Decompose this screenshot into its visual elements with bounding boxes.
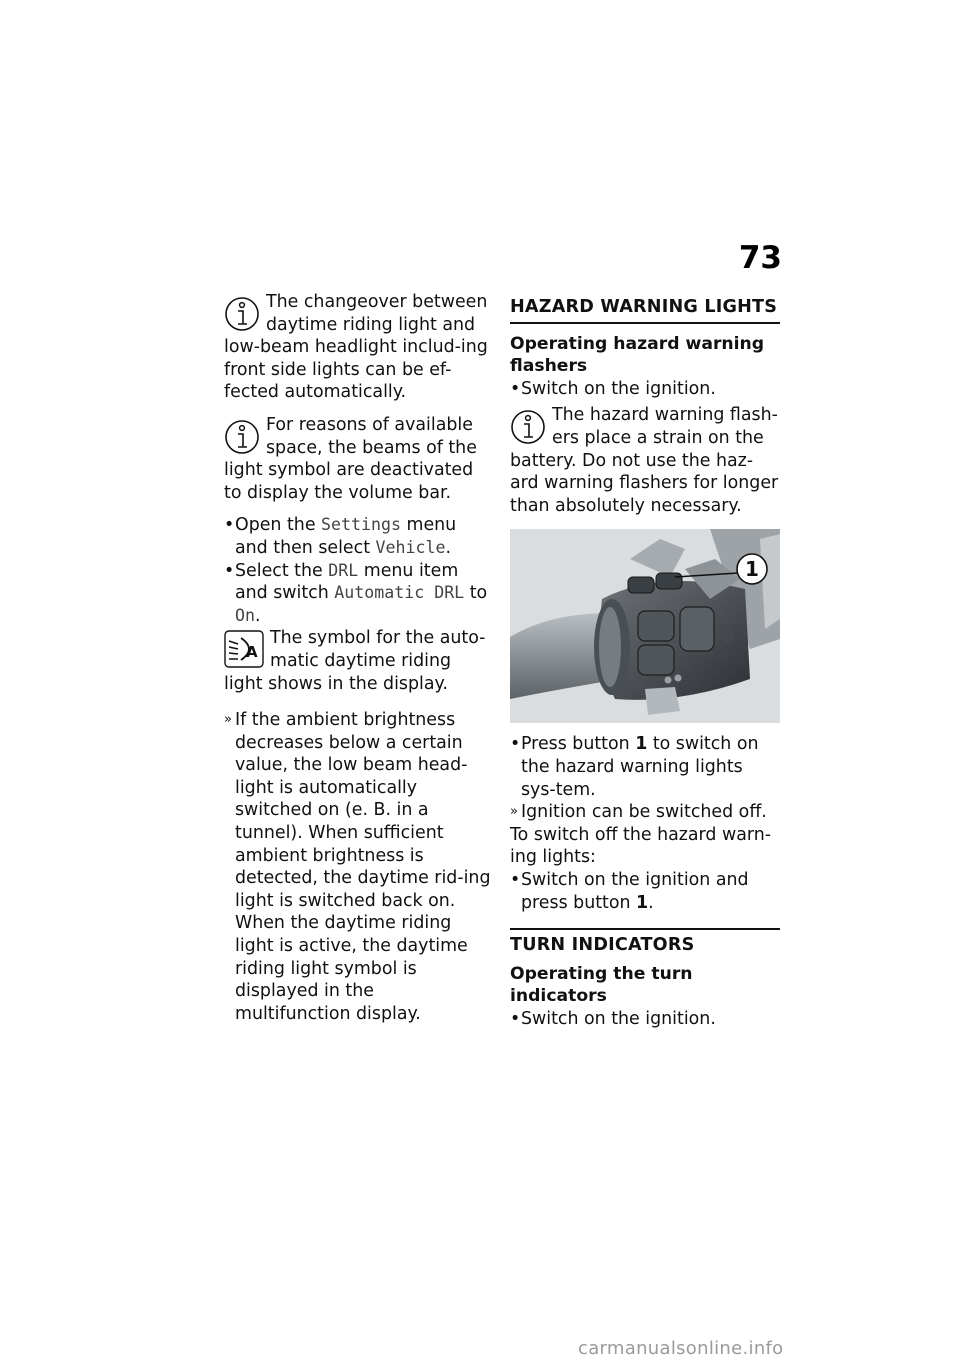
drl-note-text: The symbol for the auto-matic daytime riding light shows in the display. xyxy=(224,628,486,694)
info-note-battery xyxy=(510,404,780,517)
handlebar-illustration xyxy=(510,529,780,723)
subheading-operating-turn: Operating the turn indicators xyxy=(510,963,693,1007)
result-mark: » xyxy=(224,712,232,728)
code-vehicle: Vehicle xyxy=(375,537,446,557)
step-open-settings: • Open the Settings menu and then select Vehicle. xyxy=(224,515,457,558)
result-ambient-brightness xyxy=(224,709,492,1025)
step-press-button: • Press button 1 to switch on the hazard warning lights sys-tem. xyxy=(510,734,759,800)
auto-drl-icon xyxy=(224,629,264,669)
info-note-space xyxy=(224,414,492,504)
step-switch-on-press: • Switch on the ignition and press button 1. xyxy=(510,869,749,913)
handlebar-switch-figure xyxy=(510,529,780,723)
code-settings: Settings xyxy=(321,515,401,535)
section-heading-hazard: HAZARD WARNING LIGHTS xyxy=(510,296,780,324)
info-icon xyxy=(224,294,260,334)
note-text: The changeover between daytime riding light and low-beam headlight includ-ing front side lights can be ef-fected automatically. xyxy=(224,292,488,403)
result-mark: » xyxy=(510,804,518,820)
page-number: 73 xyxy=(738,240,782,276)
info-icon xyxy=(510,407,546,447)
code-on: On xyxy=(235,605,255,625)
info-note-changeover xyxy=(224,291,492,404)
bullet-mark: • xyxy=(510,734,521,755)
bullet-mark: • xyxy=(510,869,521,890)
drl-symbol-note xyxy=(224,627,492,695)
step-switch-ignition: • Switch on the ignition. xyxy=(510,378,716,399)
note-text: For reasons of available space, the beams of the light symbol are deactivated to display the volume bar. xyxy=(224,414,477,503)
bullet-mark: • xyxy=(224,560,235,581)
result-ignition-off: » Ignition can be switched off. xyxy=(510,802,767,823)
left-column xyxy=(224,291,492,1025)
subheading-operating-hazard: Operating hazard warning flashers xyxy=(510,333,765,377)
switch-off-text: To switch off the hazard warn-ing lights: xyxy=(510,824,771,868)
code-drl: DRL xyxy=(328,560,359,580)
result-text: If the ambient brightness decreases below a certain value, the low beam head-light is automatically switched on (e. B. in a tunnel). When sufficient ambient brightness is detected, the daytime rid-ing light is switched back on. When the daytime riding light is active, the daytime riding light symbol is displayed in the multifunction display. xyxy=(235,710,491,1024)
button-ref-1: 1 xyxy=(635,734,648,755)
auto-letter: A xyxy=(246,643,258,662)
right-column xyxy=(510,296,780,1030)
step-switch-ignition-turn: • Switch on the ignition. xyxy=(510,1008,716,1029)
note-text: The hazard warning flash-ers place a strain on the battery. Do not use the haz-ard warning flashers for longer than absolutely necessary. xyxy=(510,405,779,516)
step-select-drl: • Select the DRL menu item and switch Automatic DRL to On. xyxy=(224,560,488,626)
section-heading-turn: TURN INDICATORS xyxy=(510,928,780,957)
bullet-mark: • xyxy=(510,378,521,399)
bullet-mark: • xyxy=(510,1008,521,1029)
info-icon xyxy=(224,417,260,457)
bullet-mark: • xyxy=(224,515,235,536)
figure-callout-1: 1 xyxy=(745,557,759,582)
watermark: carmanualsonline.info xyxy=(578,1338,784,1359)
button-ref-1: 1 xyxy=(636,892,649,913)
code-automatic-drl: Automatic DRL xyxy=(334,583,465,603)
